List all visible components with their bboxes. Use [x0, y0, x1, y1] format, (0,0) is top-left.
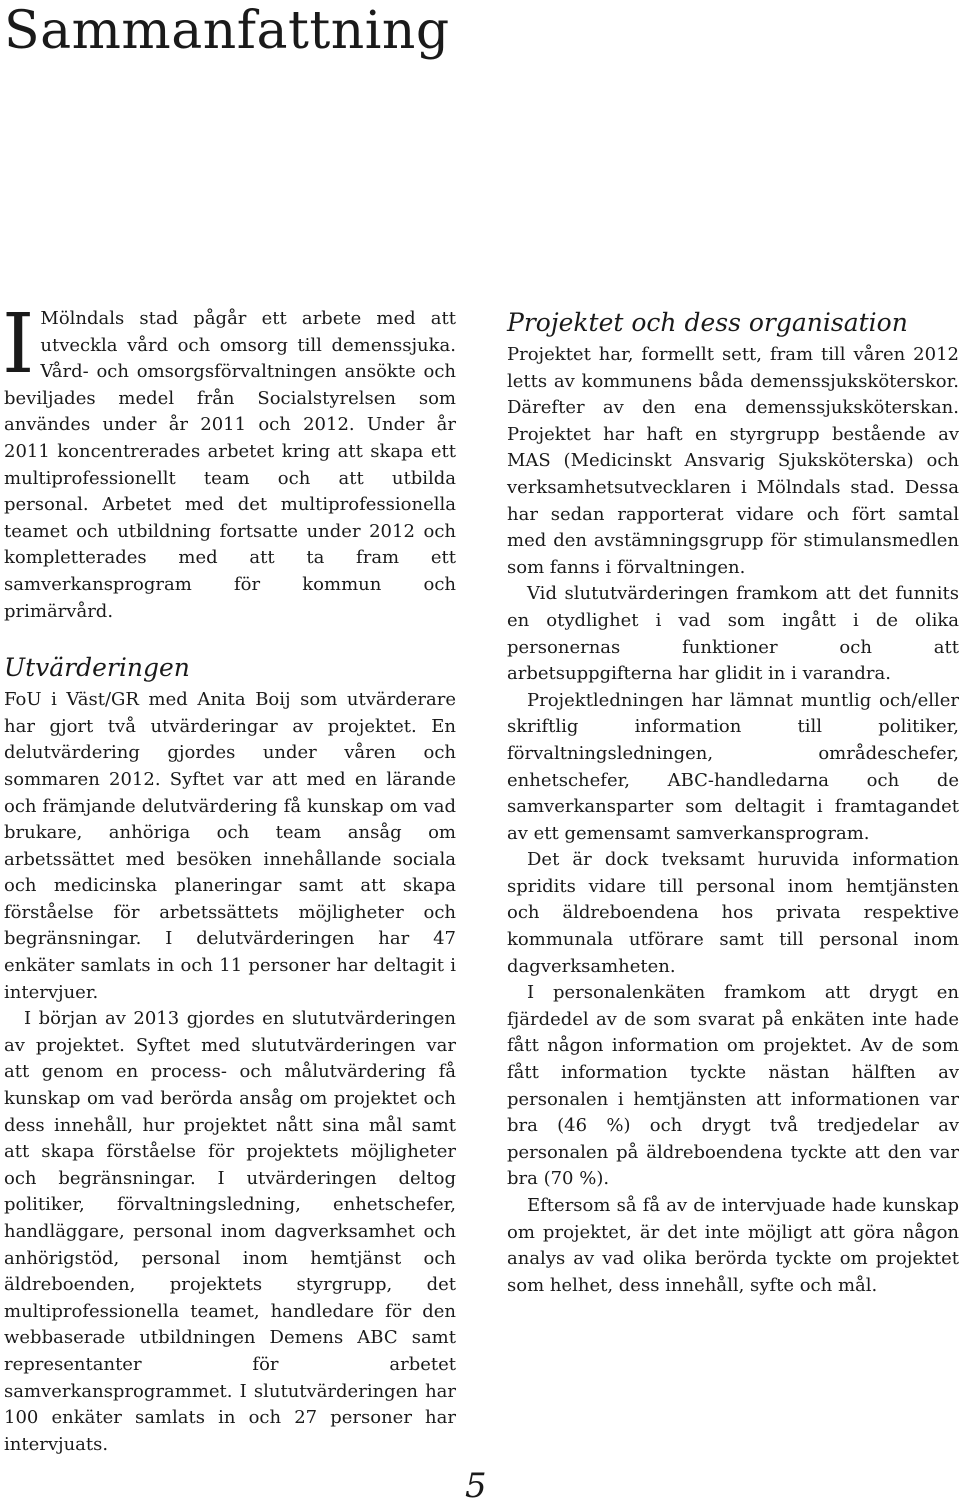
paragraph: I personalenkäten framkom att drygt en fjärdedel av de som svarat på enkäten inte hade fått någon information om projektet. Av de som fått information tyckte nästan hälften av personalen i hemtjänsten att informationen var bra (46 %) och drygt två tredjedelar av personalen på äldreboendena tyckte att den var bra (70 %).	[507, 982, 959, 1190]
intro-text: Mölndals stad pågår ett arbete med att utveckla vård och omsorg till demenssjuka. Vård- och omsorgsförvaltningen ansökte och beviljades medel från Socialstyrelsen som användes under år 2011 och 2012. Under år 2011 koncentrerades arbetet kring att skapa ett multiprofessionellt team och att utbilda personal. Arbetet med det multiprofessionella teamet och utbildning fortsatte under 2012 och kompletterades med att ta fram ett samverkansprogram för kommun och primärvård.	[4, 308, 456, 622]
paragraph: FoU i Väst/GR med Anita Boij som utvärderare har gjort två utvärderingar av projektet. En delutvärdering gjordes under våren och sommaren 2012. Syftet var att med en lärande och främjande delutvärdering få kunskap om vad brukare, anhöriga och team ansåg om arbetssättet med besöken innehållande sociala och medicinska planeringar samt att skapa förståelse för arbetssättets möjligheter och begränsningar. I delutvärderingen har 47 enkäter samlats in och 11 personer har deltagit i intervjuer.	[4, 689, 456, 1003]
paragraph: Det är dock tveksamt huruvida information spridits vidare till personal inom hemtjänsten och äldreboendena hos privata respektive kommunala utförare samt till personal inom dagverksamheten.	[507, 849, 959, 977]
right-column	[507, 306, 959, 1299]
paragraph: Vid slututvärderingen framkom att det funnits en otydlighet i vad som ingått i de olika personernas funktioner och att arbetsuppgifterna har glidit in i varandra.	[507, 583, 959, 685]
drop-cap: I	[2, 297, 35, 392]
left-column	[2, 297, 456, 1458]
section-heading-utvarderingen: Utvärderingen	[4, 653, 190, 683]
paragraph: Projektet har, formellt sett, fram till våren 2012 letts av kommunens båda demenssjuksköterskor. Därefter av den ena demenssjuksköterskan. Projektet har haft en styrgrupp bestående av MAS (Medicinskt Ansvarig Sjuksköterska) och verksamhetsutvecklaren i Mölndals stad. Dessa har sedan rapporterat vidare och fört samtal med den avstämningsgrupp för stimulansmedlen som fanns i förvaltningen.	[507, 344, 959, 578]
page-number: 5	[465, 1466, 487, 1506]
paragraph: Eftersom så få av de intervjuade hade kunskap om projektet, är det inte möjligt att göra någon analys av vad olika berörda tyckte om projektet som helhet, dess innehåll, syfte och mål.	[507, 1195, 959, 1296]
intro-paragraph	[2, 297, 456, 625]
paragraph: I början av 2013 gjordes en slututvärderingen av projektet. Syftet med slututvärderingen var att genom en process- och målutvärdering få kunskap om vad berörda ansåg om projektet och dess innehåll, hur projektet nått sina mål samt att skapa förståelse för projektets möjligheter och begränsningar. I utvärderingen deltog politiker, förvaltningsledning, enhetschefer, handläggare, personal inom dagverksamhet och anhörigstöd, personal inom hemtjänst och äldreboenden, projektets styrgrupp, det multiprofessionella teamet, handledare för den webbaserade utbildningen Demens ABC samt representanter för arbetet samverkansprogrammet. I slututvärderingen har 100 enkäter samlats in och 27 personer har intervjuats.	[4, 1008, 456, 1455]
page-title: Sammanfattning	[4, 1, 450, 61]
paragraph: Projektledningen har lämnat muntlig och/eller skriftlig information till politiker, förvaltningsledningen, områdeschefer, enhetschefer, ABC-handledarna och de samverkansparter som deltagit i framtagandet av ett gemensamt samverkansprogram.	[507, 689, 959, 844]
section-heading-projektet: Projektet och dess organisation	[507, 308, 908, 337]
